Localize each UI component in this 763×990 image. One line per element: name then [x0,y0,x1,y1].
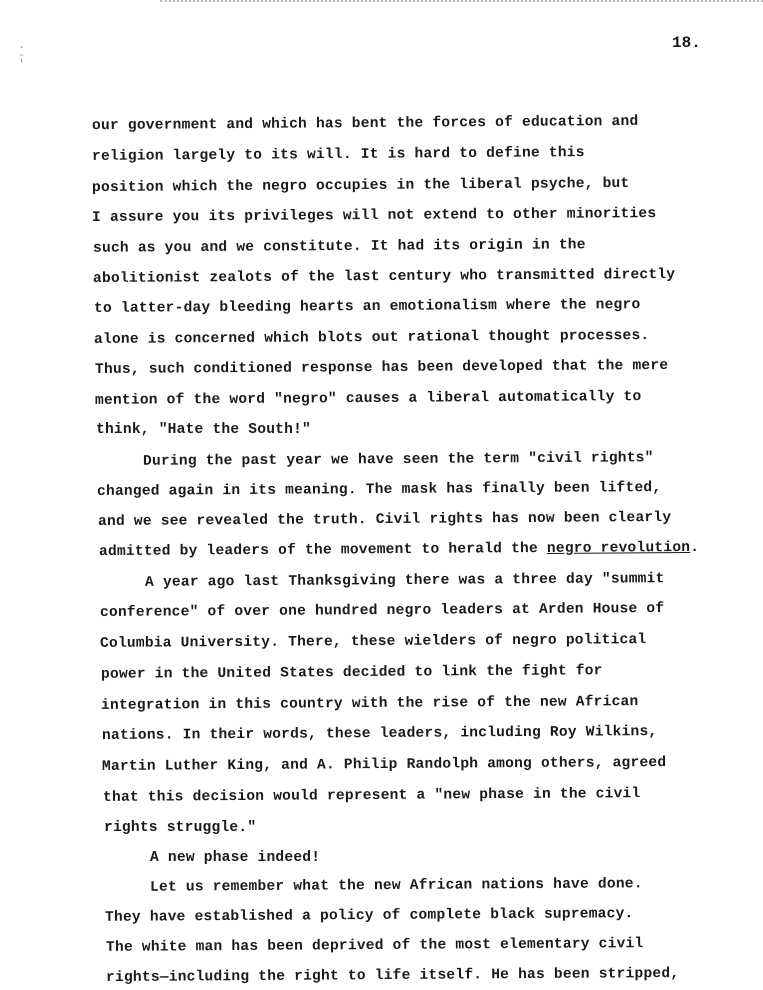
text-line: to latter-day bleeding hearts an emotionalism where the negro [93,297,641,317]
text-line: and we see revealed the truth. Civil rights has now been clearly [97,509,672,531]
text-line: integration in this country with the rise of the new African [100,694,639,714]
page-number: 18. [672,34,701,52]
text-line: I assure you its privileges will not extend to other minorities [91,206,657,226]
text-line: rights—including the right to life itself. He has been stripped, [105,965,680,987]
text-line: abolitionist zealots of the last century who transmitted directly [92,266,676,288]
text-line: Martin Luther King, and A. Philip Randolph among others, agreed [101,755,667,775]
text-line: think, "Hate the South!" [96,422,311,438]
text-line: mention of the word "negro" causes a liberal automatically to [94,389,642,409]
text-line: that this decision would represent a "new phase in the civil [102,786,641,806]
text-line: changed again in its meaning. The mask has finally been lifted, [96,480,662,500]
text-line: conference" of over one hundred negro leaders at Arden House of [99,601,665,621]
text-line: Let us remember what the new African nations have done. [149,876,643,896]
text-line: such as you and we constitute. It had its origin in the [92,237,586,257]
top-border [160,0,763,2]
text-line: religion largely to its will. It is hard to define this [91,145,585,165]
text-line: nations. In their words, these leaders, including Roy Wilkins, [101,724,658,744]
underlined-phrase: negro revolution [546,539,691,557]
text-line: During the past year we have seen the term "civil rights" [142,450,654,470]
text-line: The white man has been deprived of the most elementary civil [105,936,644,956]
text-line: alone is concerned which blots out rational thought processes. [93,328,650,348]
text-line: A new phase indeed! [150,850,321,866]
text-line: Columbia University. There, these wielders of negro political [99,632,647,652]
text-line: A year ago last Thanksgiving there was a three day "summit [144,571,665,591]
text-line: They have established a policy of complete black supremacy. [104,906,634,926]
text-line: position which the negro occupies in the liberal psyche, but [91,175,630,197]
text-line [99,540,699,560]
text-line-lead: admitted by leaders of the movement to herald the [98,541,538,561]
text-line: power in the United States decided to link the fight for [100,663,603,683]
text-line: our government and which has bent the forces of education and [91,113,639,135]
underlined-suffix: . [690,539,700,556]
text-line: rights struggle." [104,820,257,836]
margin-mark: . - ' [18,38,26,72]
text-line: Thus, such conditioned response has been developed that the mere [94,357,669,379]
